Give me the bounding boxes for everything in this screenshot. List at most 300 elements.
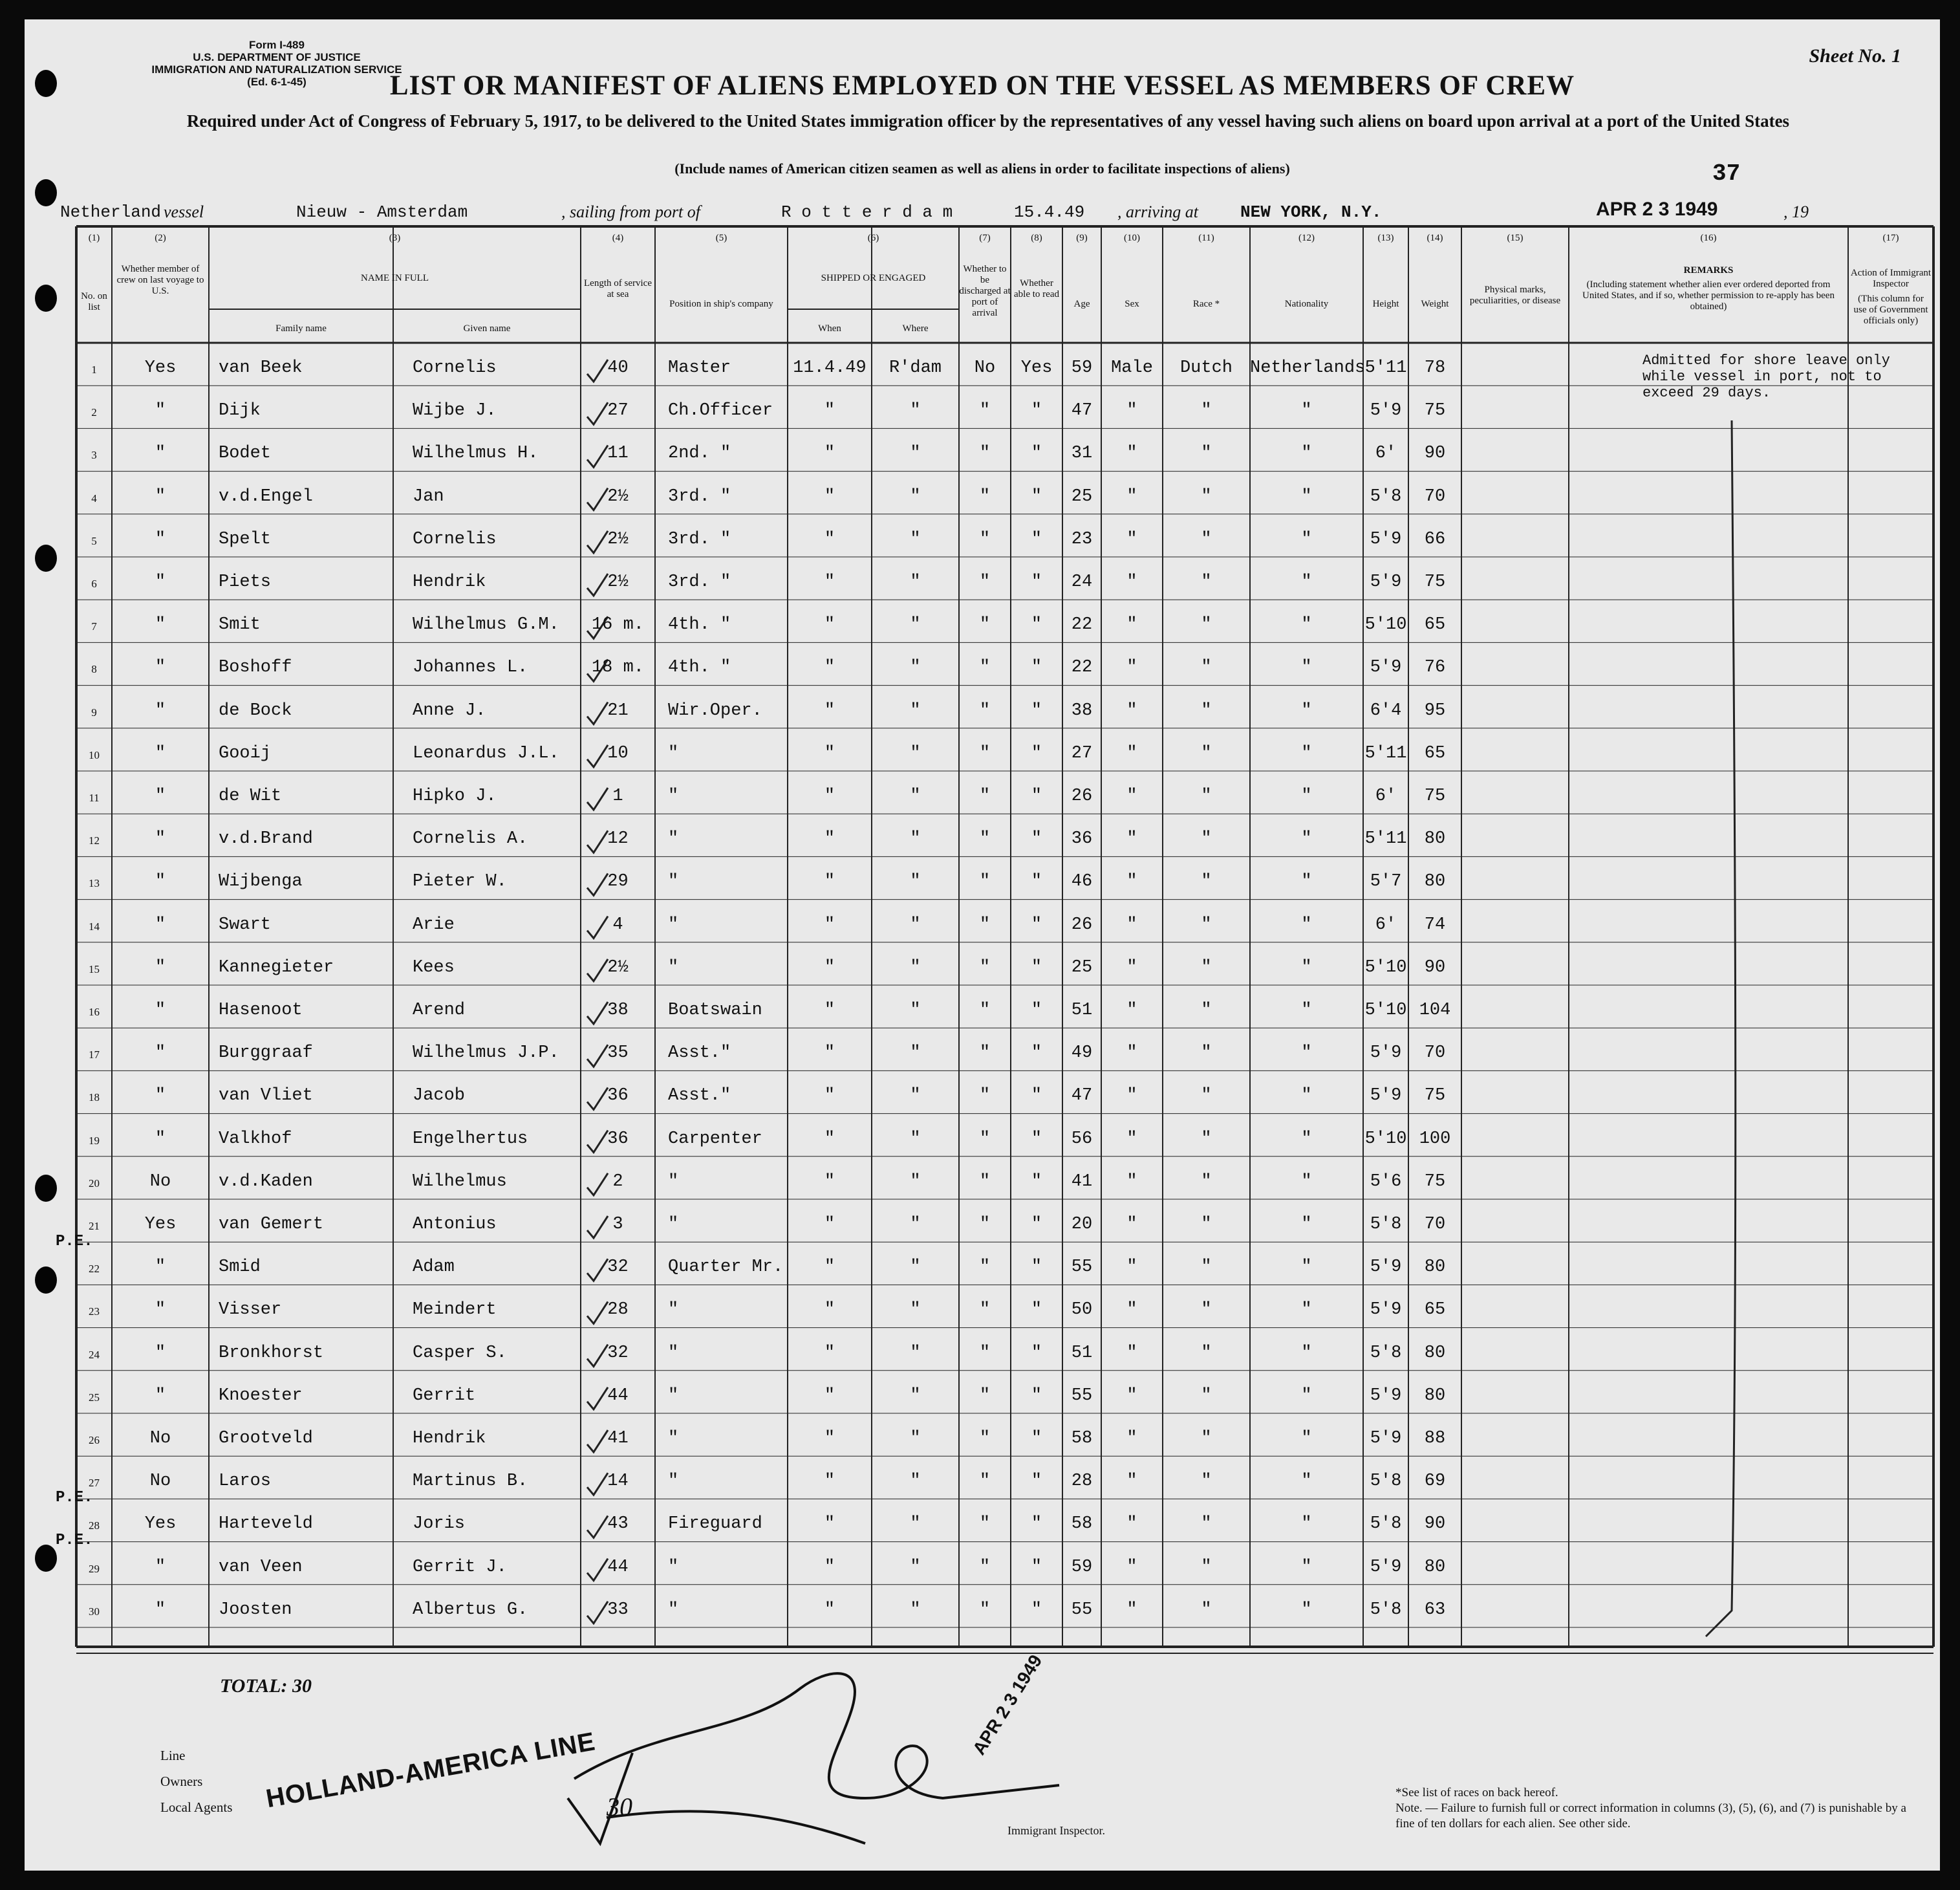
cell-sex: " [1126,829,1137,849]
cell-no: 11 [89,792,100,804]
cell-when: " [824,1086,835,1106]
cell-sex: " [1126,1385,1137,1406]
cell-nationality: " [1301,1343,1312,1363]
cell-discharge: " [979,1171,991,1191]
cell-where: " [910,1215,921,1234]
cell-position: " [668,1300,679,1320]
cell-height: 5'9 [1370,1086,1402,1106]
cell-position: " [668,872,679,892]
cell-when: " [824,701,835,721]
cell-where: " [910,1129,921,1149]
cell-position: Carpenter [668,1129,762,1149]
cell-age: 50 [1071,1300,1093,1320]
column-number: (9) [1076,233,1088,243]
cell-prev: " [155,1129,166,1149]
cell-discharge: " [979,1557,991,1577]
cell-given: Johannes L. [413,658,528,678]
cell-age: 46 [1071,872,1093,892]
cell-position: " [668,743,679,763]
cell-position: " [668,957,679,977]
cell-read: " [1031,1001,1042,1020]
cell-read: " [1031,486,1042,506]
cell-sex: " [1126,486,1137,506]
cell-height: 5'9 [1370,1429,1402,1448]
cell-race: " [1201,915,1212,935]
cell-no: 27 [89,1477,100,1490]
cell-given: Albertus G. [413,1600,528,1620]
cell-no: 22 [89,1263,100,1276]
cell-height: 5'8 [1370,1472,1402,1492]
cell-age: 55 [1071,1385,1093,1406]
arriving-label: , arriving at [1117,202,1198,221]
cell-sex: " [1126,1086,1137,1106]
cell-discharge: " [979,1086,991,1106]
cell-position: " [668,1385,679,1406]
cell-family: Bronkhorst [219,1343,324,1363]
table-row [25,1505,1940,1548]
cell-sex: " [1126,615,1137,635]
cell-race: " [1201,872,1212,892]
cell-weight: 70 [1424,486,1446,506]
cell-no: 20 [89,1177,100,1189]
cell-height: 5'10 [1364,1129,1407,1149]
cell-no: 19 [89,1134,100,1147]
cell-no: 17 [89,1048,100,1061]
cell-weight: 70 [1424,1215,1446,1234]
cell-prev: " [155,787,166,806]
cell-prev: " [155,1385,166,1406]
cell-nationality: " [1301,529,1312,549]
cell-race: " [1201,1385,1212,1406]
column-number: (4) [612,233,624,243]
cell-read: " [1031,1514,1042,1534]
cell-prev: Yes [144,1514,177,1534]
cell-position: Fireguard [668,1514,762,1534]
cell-race: " [1201,743,1212,763]
cell-read: " [1031,401,1042,421]
table-row [25,478,1940,521]
cell-no: 15 [89,962,100,975]
cell-prev: " [155,615,166,635]
cell-when: " [824,872,835,892]
cell-race: " [1201,658,1212,678]
cell-read: " [1031,1300,1042,1320]
table-row [25,820,1940,863]
cell-given: Gerrit [413,1385,476,1406]
cell-family: van Vliet [219,1086,313,1106]
cell-sex: " [1126,1129,1137,1149]
column-number: (2) [155,233,166,243]
cell-where: " [910,1343,921,1363]
cell-where: " [910,1385,921,1406]
cell-prev: No [149,1472,171,1492]
cell-when: " [824,1129,835,1149]
cell-sex: " [1126,1171,1137,1191]
header-length-service: Length of service at sea [584,278,652,299]
cell-service: 29 [607,872,629,892]
column-number: (6) [867,233,879,243]
cell-age: 41 [1071,1171,1093,1191]
cell-height: 5'9 [1370,1257,1402,1277]
cell-prev: " [155,1600,166,1620]
cell-sex: " [1126,401,1137,421]
cell-nationality: " [1301,1429,1312,1448]
cell-age: 59 [1071,1557,1093,1577]
cell-discharge: " [979,1300,991,1320]
cell-discharge: " [979,444,991,464]
cell-given: Jacob [413,1086,466,1106]
cell-read: " [1031,915,1042,935]
manifest-sheet [25,19,1940,1871]
cell-when: " [824,615,835,635]
table-row [25,777,1940,820]
cell-prev: " [155,1043,166,1063]
cell-where: " [910,743,921,763]
cell-no: 14 [89,920,100,933]
cell-weight: 76 [1424,658,1446,678]
cell-nationality: " [1301,1472,1312,1492]
cell-family: van Gemert [219,1215,324,1234]
cell-weight: 95 [1424,701,1446,721]
cell-sex: " [1126,787,1137,806]
cell-weight: 88 [1424,1429,1446,1448]
cell-no: 9 [91,706,97,719]
cell-discharge: " [979,1257,991,1277]
table-row [25,692,1940,735]
cell-when: 11.4.49 [793,358,867,378]
cell-weight: 90 [1424,1514,1446,1534]
cell-given: Leonardus J.L. [413,743,559,763]
cell-family: Hasenoot [219,1001,303,1020]
cell-given: Martinus B. [413,1472,528,1492]
cell-discharge: " [979,401,991,421]
cell-nationality: " [1301,957,1312,977]
tally-check [568,1753,632,1843]
cell-read: " [1031,872,1042,892]
cell-read: " [1031,701,1042,721]
cell-given: Jan [413,486,444,506]
cell-nationality: " [1301,1043,1312,1063]
cell-service: 2½ [607,572,629,592]
cell-read: " [1031,658,1042,678]
cell-where: " [910,1001,921,1020]
inspector-signature [529,1649,1072,1856]
cell-read: Yes [1020,358,1053,378]
cell-where: " [910,615,921,635]
cell-service: 41 [607,1429,629,1448]
cell-when: " [824,787,835,806]
cell-position: 4th. " [668,615,731,635]
column-number: (7) [979,233,991,243]
table-row [25,1291,1940,1334]
cell-family: Dijk [219,401,261,421]
pe-mark-26: P.E. [56,1489,93,1506]
cell-race: " [1201,1171,1212,1191]
cell-where: " [910,1257,921,1277]
cell-nationality: " [1301,915,1312,935]
cell-prev: " [155,572,166,592]
cell-given: Gerrit J. [413,1557,507,1577]
header-family-name: Family name [275,323,327,334]
cell-service: 10 [607,743,629,763]
cell-age: 59 [1071,358,1093,378]
cell-weight: 80 [1424,1257,1446,1277]
holland-america-stamp: HOLLAND-AMERICA LINE [264,1727,598,1814]
cell-service: 21 [607,701,629,721]
cell-family: Burggraaf [219,1043,313,1063]
cell-service: 2 [612,1171,623,1191]
cell-no: 16 [89,1006,100,1018]
cell-weight: 100 [1419,1129,1451,1149]
cell-sex: " [1126,1215,1137,1234]
cell-given: Wilhelmus J.P. [413,1043,559,1063]
cell-age: 28 [1071,1472,1093,1492]
cell-prev: " [155,1557,166,1577]
cell-position: Asst." [668,1043,731,1063]
cell-discharge: " [979,529,991,549]
cell-sex: " [1126,572,1137,592]
punch-hole [35,1266,57,1294]
cell-sex: " [1126,444,1137,464]
cell-height: 5'8 [1370,1514,1402,1534]
cell-given: Joris [413,1514,466,1534]
cell-given: Hendrik [413,1429,486,1448]
cell-race: " [1201,1257,1212,1277]
cell-race: " [1201,1557,1212,1577]
cell-no: 28 [89,1519,100,1532]
cell-position: " [668,915,679,935]
cell-when: " [824,1171,835,1191]
page-number: 37 [1712,160,1741,187]
cell-position: Master [668,358,731,378]
column-number: (16) [1700,233,1717,243]
cell-service: 2½ [607,529,629,549]
cell-sex: " [1126,915,1137,935]
table-row [25,563,1940,606]
header-position: Position in ship's company [669,299,773,309]
cell-discharge: " [979,957,991,977]
cell-race: " [1201,1001,1212,1020]
cell-position: 3rd. " [668,486,731,506]
cell-height: 5'9 [1370,401,1402,421]
cell-age: 51 [1071,1343,1093,1363]
cell-service: 11 [607,444,629,464]
inspector-label: Immigrant Inspector. [1007,1824,1105,1837]
cell-age: 24 [1071,572,1093,592]
cell-position: Boatswain [668,1001,762,1020]
cell-sex: " [1126,872,1137,892]
punch-hole [35,70,57,97]
cell-given: Cornelis [413,358,497,378]
arrival-date: APR 2 3 1949 [1596,199,1718,220]
cell-sex: " [1126,1300,1137,1320]
cell-family: Grootveld [219,1429,313,1448]
cell-race: " [1201,1514,1212,1534]
cell-sex: " [1126,1343,1137,1363]
cell-age: 20 [1071,1215,1093,1234]
cell-age: 36 [1071,829,1093,849]
cell-when: " [824,401,835,421]
cell-given: Hendrik [413,572,486,592]
races-note: *See list of races on back hereof. [1395,1786,1558,1799]
header-given-name: Given name [463,323,511,334]
cell-family: Valkhof [219,1129,292,1149]
cell-discharge: " [979,1385,991,1406]
signature-stroke [574,1673,1059,1843]
cell-position: Quarter Mr. [668,1257,784,1277]
pe-mark-20: P.E. [56,1233,93,1250]
cell-nationality: " [1301,572,1312,592]
table-row [25,992,1940,1034]
cell-position: Asst." [668,1086,731,1106]
cell-read: " [1031,829,1042,849]
cell-nationality: " [1301,658,1312,678]
table-row [25,606,1940,649]
cell-sex: " [1126,1472,1137,1492]
cell-prev: " [155,957,166,977]
year-label: , 19 [1783,202,1809,221]
cell-prev: Yes [144,1215,177,1234]
arrival-port: NEW YORK, N.Y. [1240,202,1382,222]
cell-read: " [1031,444,1042,464]
column-number: (13) [1377,233,1394,243]
cell-no: 26 [89,1434,100,1446]
cell-service: 40 [607,358,629,378]
cell-prev: " [155,401,166,421]
cell-no: 29 [89,1562,100,1575]
page-title: LIST OR MANIFEST OF ALIENS EMPLOYED ON THE VESSEL AS MEMBERS OF CREW [389,71,1575,101]
cell-prev: " [155,444,166,464]
header-action-sub: (This column for use of Government officials only) [1853,294,1928,326]
cell-given: Wijbe J. [413,401,497,421]
cell-height: 6' [1375,444,1397,464]
cell-where: " [910,829,921,849]
cell-weight: 63 [1424,1600,1446,1620]
cell-no: 7 [91,620,97,633]
cell-read: " [1031,1171,1042,1191]
column-number: (11) [1198,233,1214,243]
cell-family: Swart [219,915,272,935]
cell-read: " [1031,572,1042,592]
cell-nationality: " [1301,829,1312,849]
column-number: (14) [1427,233,1443,243]
cell-position: " [668,1600,679,1620]
table-row [25,1248,1940,1291]
cell-no: 10 [89,748,100,761]
table-row [25,1120,1940,1163]
cell-family: Spelt [219,529,272,549]
form-department: U.S. DEPARTMENT OF JUSTICE [193,51,361,63]
table-row [25,435,1940,477]
cell-height: 5'9 [1370,529,1402,549]
cell-when: " [824,444,835,464]
cell-position: " [668,829,679,849]
cell-where: " [910,1043,921,1063]
table-row [25,1591,1940,1634]
cell-height: 5'8 [1370,1343,1402,1363]
cell-where: " [910,658,921,678]
table-row [25,735,1940,777]
cell-given: Wilhelmus G.M. [413,615,559,635]
cell-height: 5'11 [1364,829,1407,849]
header-age: Age [1073,299,1090,309]
cell-nationality: " [1301,1215,1312,1234]
cell-given: Kees [413,957,455,977]
table-row [25,1334,1940,1377]
cell-discharge: No [974,358,996,378]
table-row [25,863,1940,906]
header-action: Action of Immigrant Inspector [1850,268,1932,289]
cell-sex: " [1126,658,1137,678]
table-row [25,906,1940,949]
cell-sex: " [1126,1429,1137,1448]
pe-mark-27: P.E. [56,1532,93,1549]
cell-when: " [824,1043,835,1063]
cell-age: 49 [1071,1043,1093,1063]
cell-read: " [1031,529,1042,549]
cell-service: 14 [607,1472,629,1492]
cell-weight: 75 [1424,1171,1446,1191]
table-row [25,521,1940,563]
table-row [25,1377,1940,1420]
cell-position: " [668,1343,679,1363]
cell-prev: " [155,872,166,892]
cell-where: " [910,444,921,464]
cell-position: " [668,787,679,806]
cell-height: 5'10 [1364,957,1407,977]
cell-nationality: " [1301,486,1312,506]
cell-nationality: " [1301,1514,1312,1534]
cell-service: 16 m. [591,615,644,635]
cell-position: " [668,1429,679,1448]
cell-age: 47 [1071,401,1093,421]
cell-where: " [910,1429,921,1448]
cell-family: Bodet [219,444,272,464]
cell-family: van Beek [219,358,303,378]
cell-position: " [668,1472,679,1492]
cell-sex: " [1126,957,1137,977]
cell-family: de Wit [219,787,282,806]
cell-sex: Male [1111,358,1153,378]
cell-no: 21 [89,1220,100,1232]
cell-given: Pieter W. [413,872,507,892]
cell-read: " [1031,1472,1042,1492]
cell-service: 32 [607,1343,629,1363]
cell-where: " [910,1557,921,1577]
table-row [25,1420,1940,1462]
cell-prev: " [155,701,166,721]
cell-sex: " [1126,1001,1137,1020]
cell-service: 4 [612,915,623,935]
cell-family: Smit [219,615,261,635]
cell-when: " [824,1300,835,1320]
column-number: (1) [88,233,100,243]
cell-race: " [1201,787,1212,806]
cell-no: 6 [91,578,97,590]
cell-nationality: " [1301,1557,1312,1577]
cell-given: Engelhertus [413,1129,528,1149]
cell-where: " [910,572,921,592]
cell-when: " [824,1557,835,1577]
cell-prev: " [155,1300,166,1320]
cell-weight: 80 [1424,1343,1446,1363]
cell-family: Piets [219,572,272,592]
cell-read: " [1031,1557,1042,1577]
vessel-label: vessel [164,202,204,221]
cell-height: 5'10 [1364,615,1407,635]
cell-given: Anne J. [413,701,486,721]
cell-nationality: " [1301,1600,1312,1620]
